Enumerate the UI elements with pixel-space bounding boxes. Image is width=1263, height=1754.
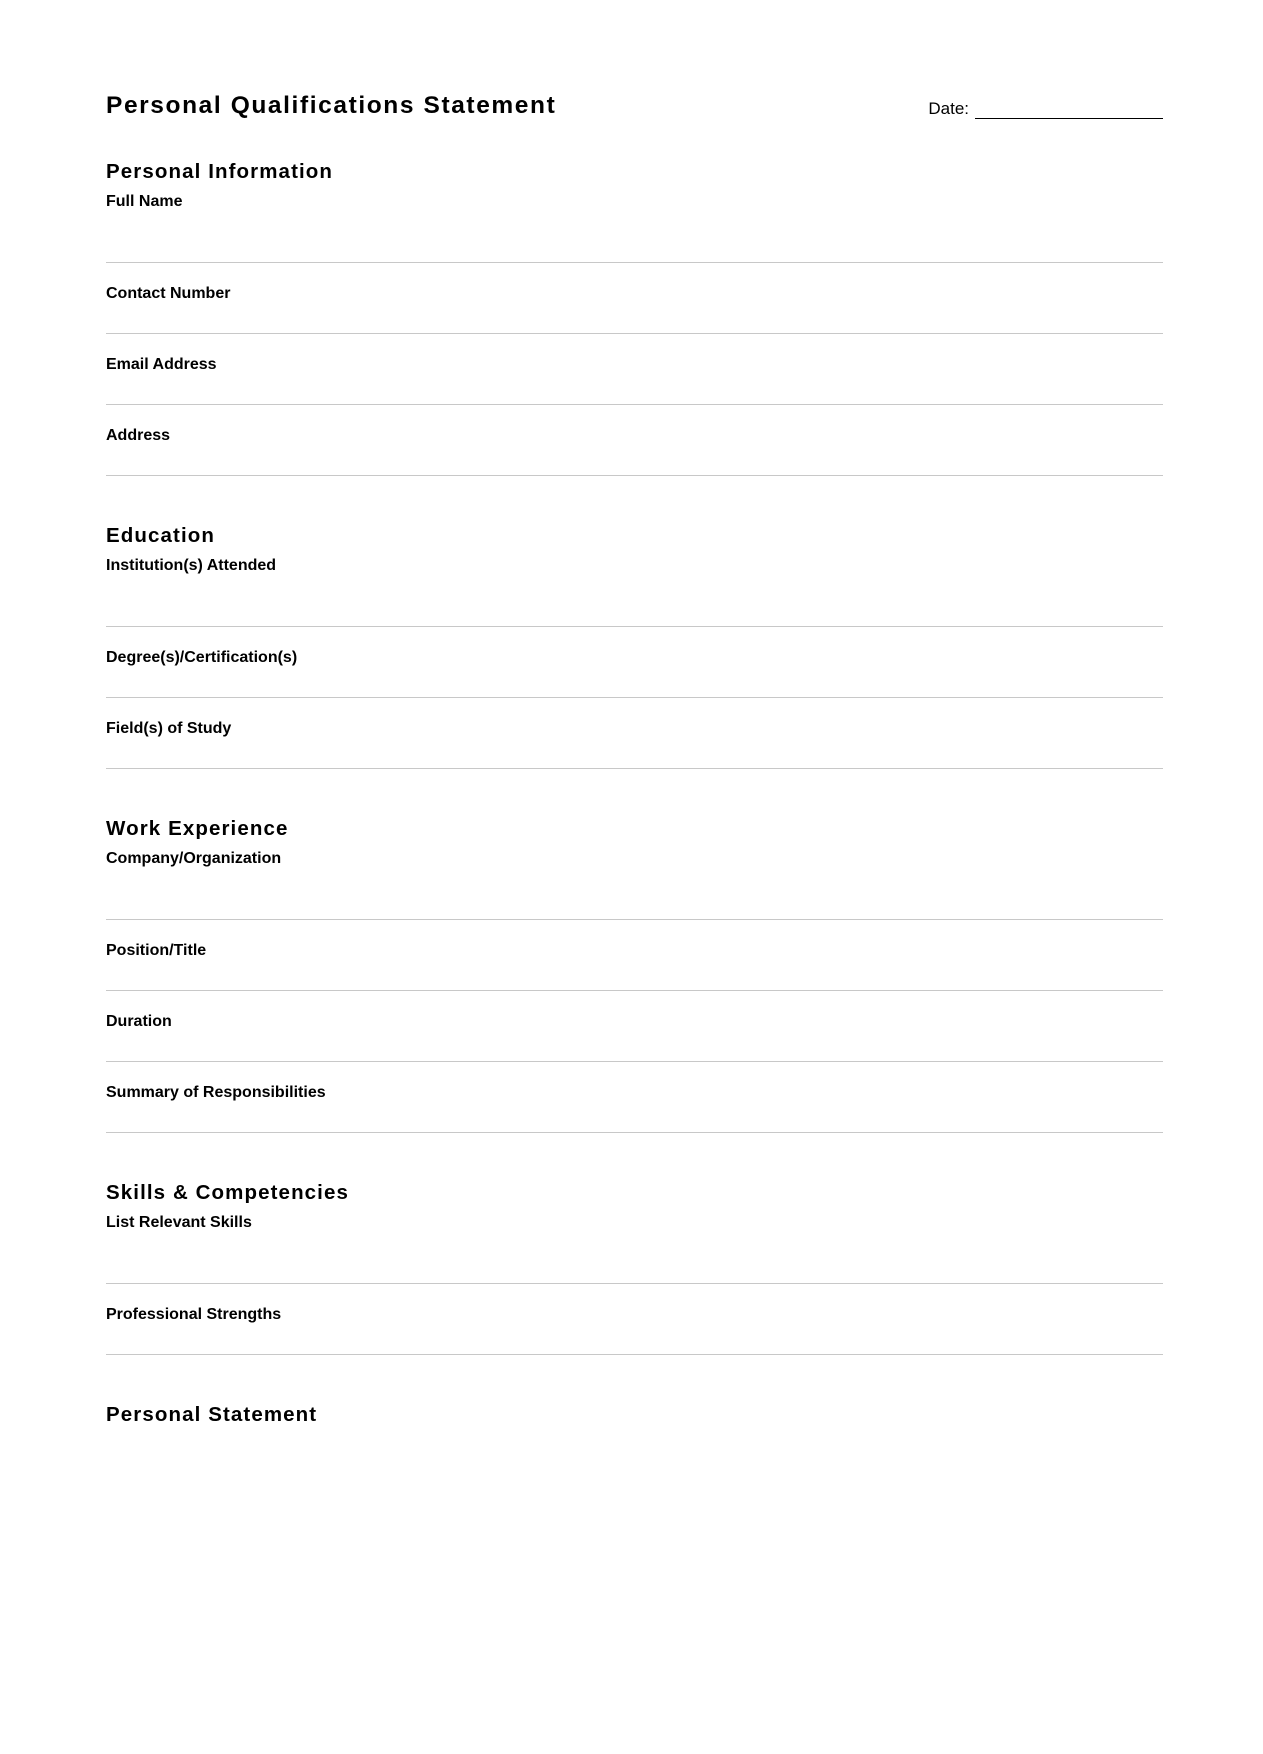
field-list-relevant-skills[interactable] [106, 1205, 1163, 1284]
section-education [106, 524, 1163, 769]
section-work-experience [106, 817, 1163, 1133]
field-professional-strengths[interactable] [106, 1284, 1163, 1355]
field-position-title[interactable] [106, 920, 1163, 991]
field-label: Institution(s) Attended [106, 557, 277, 574]
field-fields-of-study[interactable] [106, 698, 1163, 769]
date-input-line[interactable] [975, 100, 1163, 119]
section-title: Personal Information [106, 160, 334, 183]
field-label: Position/Title [106, 942, 207, 959]
field-label: Degree(s)/Certification(s) [106, 649, 298, 666]
field-label: Professional Strengths [106, 1306, 282, 1323]
document-title: Personal Qualifications Statement [106, 92, 557, 119]
field-company-organization[interactable] [106, 841, 1163, 920]
section-personal-information [106, 160, 1163, 476]
field-degrees-certifications[interactable] [106, 627, 1163, 698]
section-title: Work Experience [106, 817, 289, 840]
form-content [106, 160, 1163, 1427]
field-full-name[interactable] [106, 184, 1163, 263]
field-duration[interactable] [106, 991, 1163, 1062]
field-institutions-attended[interactable] [106, 548, 1163, 627]
field-label: Full Name [106, 193, 183, 210]
document-header [106, 92, 1163, 132]
section-title: Personal Statement [106, 1403, 318, 1426]
section-title: Skills & Competencies [106, 1181, 349, 1204]
section-personal-statement [106, 1403, 1163, 1427]
field-label: Email Address [106, 356, 217, 373]
date-field [928, 99, 1163, 119]
section-skills-competencies [106, 1181, 1163, 1355]
field-label: Summary of Responsibilities [106, 1084, 326, 1101]
date-label: Date: [928, 99, 969, 118]
field-label: Duration [106, 1013, 172, 1030]
field-label: Contact Number [106, 285, 231, 302]
field-label: Company/Organization [106, 850, 282, 867]
field-address[interactable] [106, 405, 1163, 476]
field-label: Address [106, 427, 171, 444]
field-contact-number[interactable] [106, 263, 1163, 334]
field-summary-of-responsibilities[interactable] [106, 1062, 1163, 1133]
section-title: Education [106, 524, 215, 547]
field-label: Field(s) of Study [106, 720, 232, 737]
field-email-address[interactable] [106, 334, 1163, 405]
document-page [106, 0, 1163, 1426]
field-label: List Relevant Skills [106, 1214, 252, 1231]
